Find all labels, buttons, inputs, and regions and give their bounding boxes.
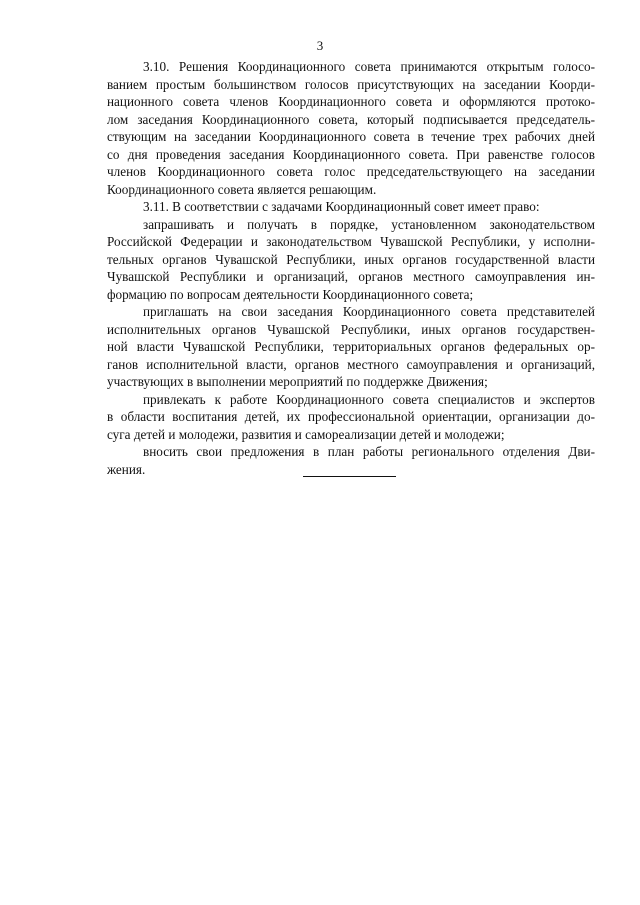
list-item-involve-experts <box>107 391 595 444</box>
text-line: ствующим на заседании Координационного совета в течение трех рабочих дней <box>107 129 595 144</box>
paragraph-3-11 <box>107 198 595 216</box>
document-body <box>107 58 595 478</box>
text-line: 3.11. В соответствии с задачами Координационный совет имеет право: <box>143 199 540 214</box>
text-line: ганов исполнительной власти, органов местного самоуправления и организаций, <box>107 356 595 372</box>
text-line: вносить свои предложения в план работы регионального отделения Дви- <box>143 444 595 459</box>
page-number: 3 <box>316 38 324 53</box>
text-line: Чувашской Республики и организаций, органов местного самоуправления ин- <box>107 269 595 284</box>
text-line: лом заседания Координационного совета, который подписывается председатель- <box>107 111 595 127</box>
text-line: ной власти Чувашской Республики, территориальных органов федеральных ор- <box>107 339 595 354</box>
text-line: Российской Федерации и законодательством Чувашской Республики, у исполни- <box>107 234 595 249</box>
text-line: в области воспитания детей, их профессиональной ориентации, организации до- <box>107 409 595 424</box>
list-item-invite-representatives <box>107 303 595 391</box>
list-item-submit-proposals <box>107 443 595 478</box>
text-line: со дня проведения заседания Координационного совета. При равенстве голосов <box>107 146 595 162</box>
text-line: 3.10. Решения Координационного совета принимаются открытым голосо- <box>143 59 595 74</box>
text-line: членов Координационного совета голос председательствующего на заседании <box>107 164 595 179</box>
end-separator-line <box>303 476 396 477</box>
text-line: запрашивать и получать в порядке, установленном законодательством <box>143 216 595 232</box>
text-line: Координационного совета является решающим. <box>107 181 377 197</box>
text-line: суга детей и молодежи, развития и самореализации детей и молодежи; <box>107 426 505 442</box>
text-line: исполнительных органов Чувашской Республики, иных органов государствен- <box>107 321 595 337</box>
text-line: тельных органов Чувашской Республики, иных органов государственной власти <box>107 251 595 267</box>
text-line: формацию по вопросам деятельности Координационного совета; <box>107 286 474 302</box>
list-item-request-information <box>107 216 595 304</box>
text-line: ванием простым большинством голосов присутствующих на заседании Коорди- <box>107 76 595 92</box>
paragraph-3-10 <box>107 58 595 198</box>
text-line: жения. <box>107 461 146 477</box>
text-line: национного совета членов Координационного совета и оформляются протоко- <box>107 94 595 109</box>
text-line: участвующих в выполнении мероприятий по поддержке Движения; <box>107 374 488 389</box>
text-line: привлекать к работе Координационного совета специалистов и экспертов <box>143 391 595 407</box>
text-line: приглашать на свои заседания Координационного совета представителей <box>143 304 595 319</box>
